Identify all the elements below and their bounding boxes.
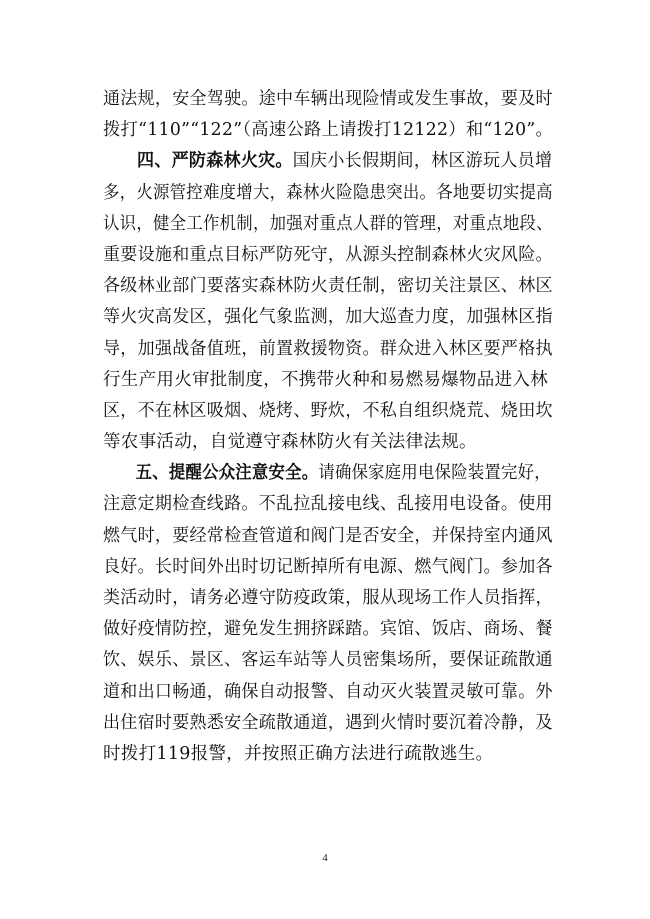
text-line: 行生产用火审批制度，不携带火种和易燃易爆物品进入林 [103, 369, 548, 390]
section-5-intro: 请确保家庭用电保险装置完好， [318, 463, 551, 484]
text-line: 类活动时，请务必遵守防疫政策，服从现场工作人员指挥， [103, 588, 553, 608]
text-line: 饮、娱乐、景区、客运车站等人员密集场所，要保证疏散通 [103, 650, 553, 671]
text-line: 良好。长时间外出时切记断掉所有电源、燃气阀门。参加各 [103, 556, 553, 577]
text-line: 做好疫情防控，避免发生拥挤踩踏。宾馆、饭店、商场、餐 [103, 619, 553, 640]
text-line: 出住宿时要熟悉安全疏散通道，遇到火情时要沉着冷静，及 [103, 712, 553, 733]
text-line: 多，火源管控难度增大，森林火险隐患突出。各地要切实提高 [103, 182, 553, 203]
text-line: 道和出口畅通，确保自动报警、自动灭火装置灵敏可靠。外 [103, 681, 553, 702]
section-4-first-line [103, 146, 553, 177]
page-number: 4 [322, 852, 328, 864]
section-5-first-line [103, 458, 551, 489]
text-line: 等农事活动，自觉遵守森林防火有关法律法规。 [103, 432, 477, 453]
section-5-heading: 五、提醒公众注意安全。 [135, 463, 319, 484]
text-line: 导，加强战备值班，前置救援物资。群众进入林区要严格执 [103, 338, 553, 359]
text-line: 各级林业部门要落实森林防火责任制，密切关注景区、林区 [103, 276, 553, 297]
document-body [103, 84, 553, 770]
text-line: 拨打“110”“122”（高速公路上请拨打12122）和“120”。 [103, 120, 554, 141]
text-line: 认识，健全工作机制，加强对重点人群的管理，对重点地段、 [103, 213, 553, 234]
section-4-heading: 四、严防森林火灾。 [137, 151, 293, 172]
text-line: 区，不在林区吸烟、烧烤、野炊，不私自组织烧荒、烧田坎 [103, 400, 553, 421]
text-line: 注意定期检查线路。不乱拉乱接电线、乱接用电设备。使用 [103, 494, 553, 515]
text-line: 等火灾高发区，强化气象监测，加大巡查力度，加强林区指 [103, 307, 553, 328]
section-4-intro: 国庆小长假期间，林区游玩人员增 [292, 151, 553, 172]
text-line: 重要设施和重点目标严防死守，从源头控制森林火灾风险。 [103, 244, 553, 265]
text-line: 通法规，安全驾驶。途中车辆出现险情或发生事故，要及时 [103, 89, 553, 109]
text-line: 时拨打119报警，并按照正确方法进行疏散逃生。 [103, 743, 494, 764]
text-line: 燃气时，要经常检查管道和阀门是否安全，并保持室内通风 [103, 525, 553, 546]
